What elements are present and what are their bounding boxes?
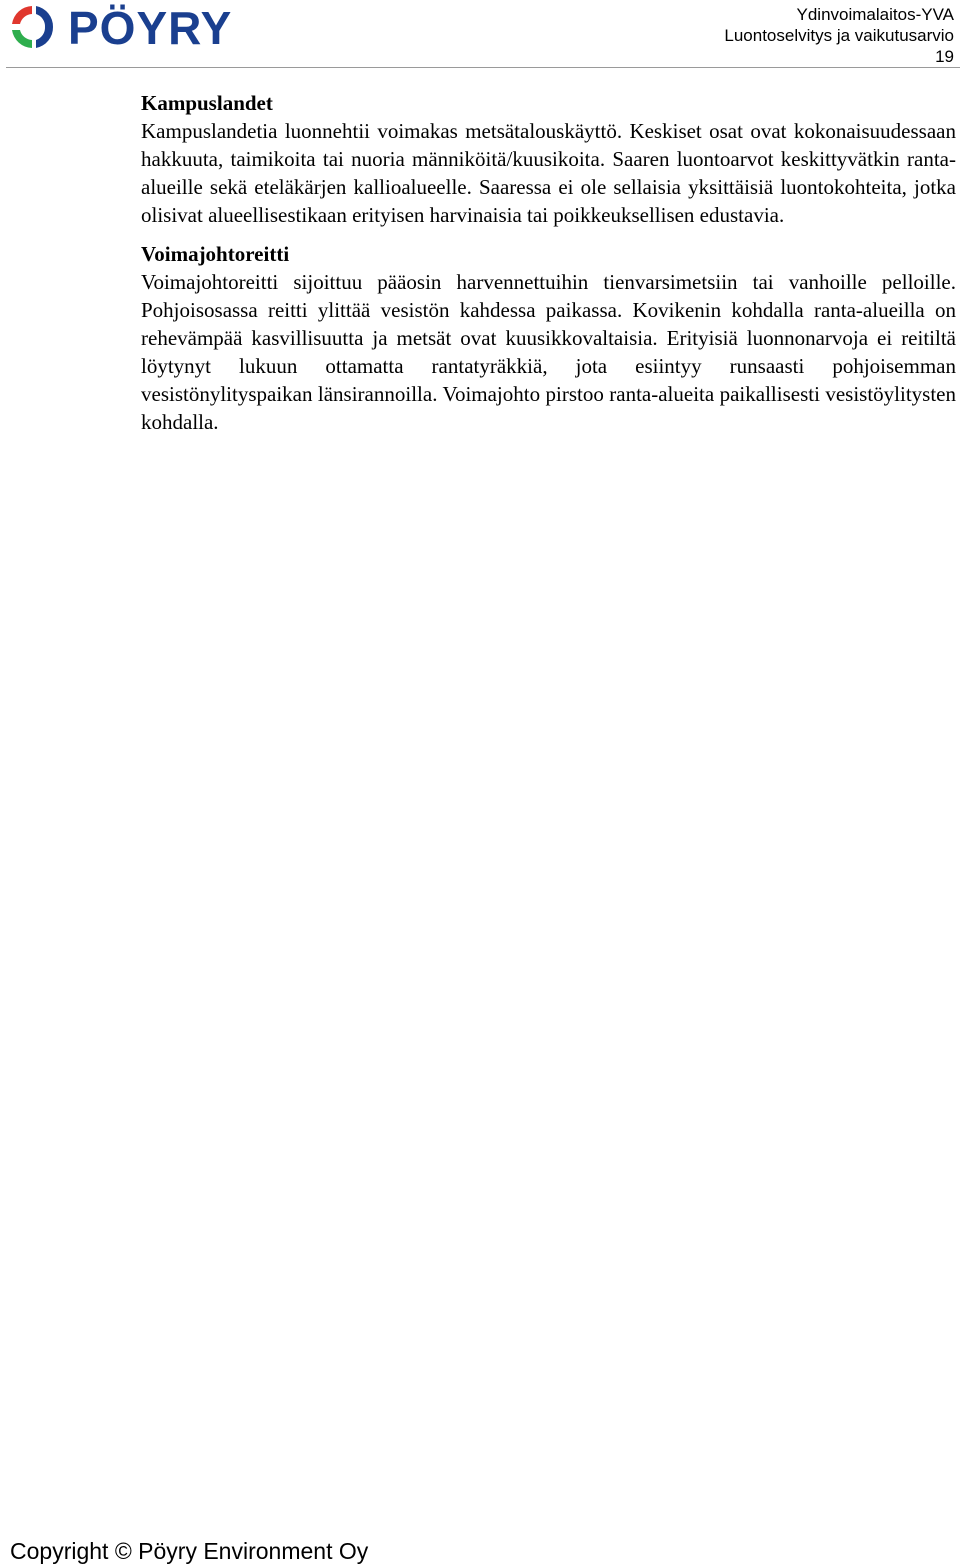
logo-wordmark: PÖYRY: [68, 2, 233, 54]
poyry-logo: [6, 2, 232, 52]
page-number: 19: [935, 47, 954, 66]
section-heading-kampuslandet: Kampuslandet: [141, 91, 273, 115]
project-title: Ydinvoimalaitos-YVA: [796, 5, 954, 24]
section-heading-voimajohtoreitti: Voimajohtoreitti: [141, 242, 290, 266]
page-header-info: [724, 4, 954, 67]
poyry-swirl-icon: [6, 2, 58, 52]
section-paragraph-kampuslandet: Kampuslandetia luonnehtii voimakas metsätalouskäyttö. Keskiset osat ovat kokonaisuudessaan hakkuuta, taimikoita tai nuoria männiköitä/kuusikoita. Saaren luontoarvot keskittyvätkin ranta-alueille sekä eteläkärjen kallioalueelle. Saaressa ei ole sellaisia yksittäisiä luontokohteita, jotka olisivat alueellisestikaan erityisen harvinaisia tai poikkeuksellisen edustavia.: [141, 119, 956, 227]
header-divider: [6, 67, 960, 68]
report-title: Luontoselvitys ja vaikutusarvio: [724, 26, 954, 45]
document-body: [141, 88, 956, 436]
footer-copyright: Copyright © Pöyry Environment Oy: [10, 1538, 369, 1564]
section-paragraph-voimajohtoreitti: Voimajohtoreitti sijoittuu pääosin harvennettuihin tienvarsimetsiin tai vanhoille pelloille. Pohjoisosassa reitti ylittää vesistön kahdessa paikassa. Kovikenin kohdalla ranta-alueilla on rehevämpää kasvillisuutta ja metsät ovat kuusikkovaltaisia. Erityisiä luonnonarvoja ei reitiltä löytynyt lukuun ottamatta rantatyräkkiä, jota esiintyy runsaasti pohjoisemman vesistönylityspaikan länsirannoilla. Voimajohto pirstoo ranta-alueita paikallisesti vesistöylitysten kohdalla.: [141, 270, 956, 434]
